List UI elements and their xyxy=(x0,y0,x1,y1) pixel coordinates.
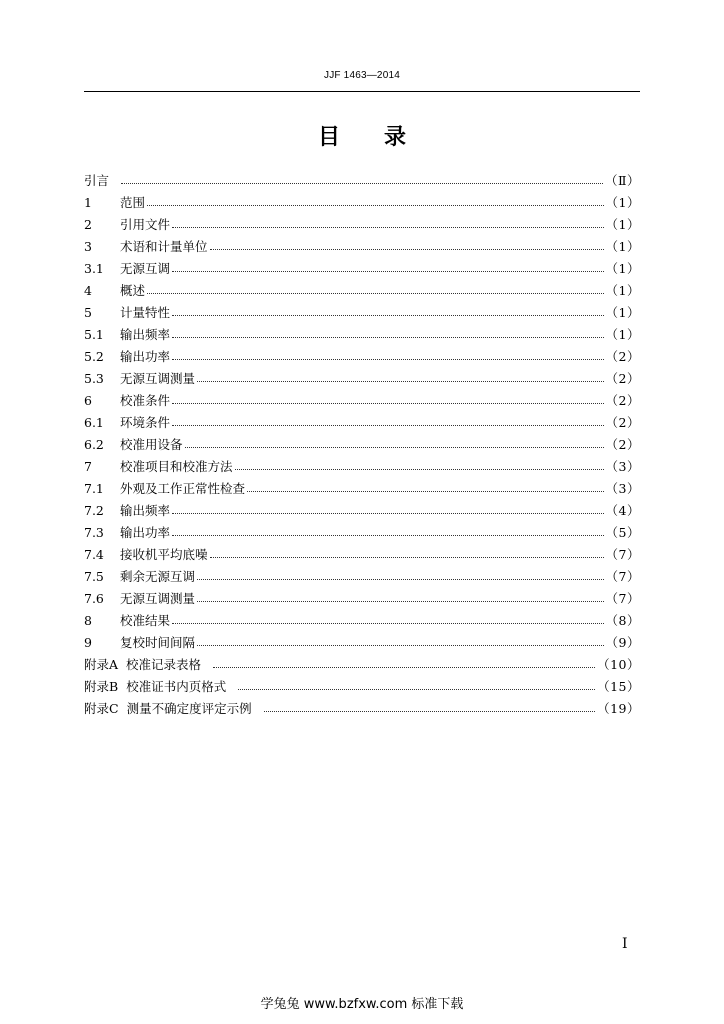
toc-entry-page: （2） xyxy=(605,415,640,430)
toc-entry-number: 7.3 xyxy=(84,525,104,540)
toc-entry-label: 校准证书内页格式 xyxy=(126,679,227,694)
toc-entry-label: 复校时间间隔 xyxy=(120,635,196,650)
toc-leader-dots xyxy=(210,249,604,250)
toc-entry-number: 7.2 xyxy=(84,503,104,518)
toc-entry[interactable] xyxy=(84,258,640,280)
toc-entry-page: （3） xyxy=(605,459,640,474)
toc-leader-dots xyxy=(197,579,604,580)
toc-leader-dots xyxy=(147,293,604,294)
toc-entry[interactable] xyxy=(84,346,640,368)
toc-leader-dots xyxy=(121,183,603,184)
toc-entry[interactable] xyxy=(84,412,640,434)
toc-entry-number: 附录A xyxy=(84,657,119,672)
toc-entry-label: 接收机平均底噪 xyxy=(120,547,208,562)
toc-entry-page: （7） xyxy=(605,547,640,562)
toc-entry[interactable] xyxy=(84,698,640,720)
toc-entry-page: （1） xyxy=(605,261,640,276)
toc-entry-number: 3 xyxy=(84,239,92,254)
toc-entry-number: 7.1 xyxy=(84,481,104,496)
toc-entry[interactable] xyxy=(84,632,640,654)
toc-entry-page: （1） xyxy=(605,217,640,232)
toc-entry-label: 无源互调测量 xyxy=(120,591,196,606)
toc-leader-dots xyxy=(210,557,604,558)
toc-entry-label: 概述 xyxy=(120,283,146,298)
toc-leader-dots xyxy=(238,689,595,690)
toc-leader-dots xyxy=(197,645,604,646)
toc-entry[interactable] xyxy=(84,566,640,588)
toc-entry-page: （1） xyxy=(605,327,640,342)
toc-leader-dots xyxy=(172,337,604,338)
toc-entry-page: （5） xyxy=(605,525,640,540)
toc-entry-number: 附录C xyxy=(84,701,119,716)
toc-leader-dots xyxy=(172,271,604,272)
toc-entry-page: （9） xyxy=(605,635,640,650)
toc-entry-number: 4 xyxy=(84,283,92,298)
watermark-footer: 学兔兔 www.bzfxw.com 标准下载 xyxy=(260,997,464,1012)
toc-entry[interactable] xyxy=(84,588,640,610)
toc-entry-label: 校准项目和校准方法 xyxy=(120,459,233,474)
toc-entry-number: 5 xyxy=(84,305,92,320)
toc-entry[interactable] xyxy=(84,192,640,214)
toc-leader-dots xyxy=(172,513,604,514)
toc-entry-label: 计量特性 xyxy=(120,305,171,320)
toc-entry-page: （1） xyxy=(605,239,640,254)
toc-leader-dots xyxy=(172,535,604,536)
toc-entry-label: 校准用设备 xyxy=(120,437,183,452)
toc-entry-page: （4） xyxy=(605,503,640,518)
toc-leader-dots xyxy=(172,227,604,228)
toc-entry-label: 术语和计量单位 xyxy=(120,239,208,254)
toc-entry[interactable] xyxy=(84,434,640,456)
toc-leader-dots xyxy=(172,425,604,426)
toc-entry[interactable] xyxy=(84,654,640,676)
toc-entry-label: 引言 xyxy=(84,173,110,188)
page-title: 目录 xyxy=(317,124,450,150)
toc-entry-number: 8 xyxy=(84,613,92,628)
toc-entry-number: 5.3 xyxy=(84,371,104,386)
toc-entry-label: 引用文件 xyxy=(120,217,171,232)
toc-entry-page: （8） xyxy=(605,613,640,628)
toc-leader-dots xyxy=(247,491,604,492)
toc-entry-number: 9 xyxy=(84,635,92,650)
toc-entry-page: （2） xyxy=(605,349,640,364)
toc-entry-label: 范围 xyxy=(120,195,146,210)
toc-leader-dots xyxy=(264,711,596,712)
toc-entry[interactable] xyxy=(84,390,640,412)
toc-entry-number: 6.2 xyxy=(84,437,104,452)
document-code-header: JJF 1463—2014 xyxy=(324,70,400,81)
toc-entry-page: （2） xyxy=(605,371,640,386)
toc-entry-number: 5.1 xyxy=(84,327,104,342)
toc-leader-dots xyxy=(197,381,604,382)
toc-entry-page: （2） xyxy=(605,437,640,452)
toc-entry-label: 输出功率 xyxy=(120,525,171,540)
toc-entry-label: 测量不确定度评定示例 xyxy=(126,701,252,716)
toc-entry-page: （7） xyxy=(605,591,640,606)
toc-entry[interactable] xyxy=(84,214,640,236)
toc-entry[interactable] xyxy=(84,324,640,346)
toc-entry-page: （Ⅱ） xyxy=(605,173,640,188)
table-of-contents xyxy=(84,170,640,720)
toc-entry[interactable] xyxy=(84,368,640,390)
toc-entry[interactable] xyxy=(84,170,640,192)
toc-entry-page: （1） xyxy=(605,195,640,210)
toc-entry-label: 输出功率 xyxy=(120,349,171,364)
toc-leader-dots xyxy=(197,601,604,602)
toc-entry-page: （10） xyxy=(597,657,640,672)
toc-entry-number: 6 xyxy=(84,393,92,408)
toc-entry[interactable] xyxy=(84,500,640,522)
toc-entry-number: 3.1 xyxy=(84,261,104,276)
toc-entry[interactable] xyxy=(84,610,640,632)
toc-entry[interactable] xyxy=(84,302,640,324)
toc-leader-dots xyxy=(185,447,604,448)
toc-entry-number: 7.5 xyxy=(84,569,104,584)
toc-entry-page: （2） xyxy=(605,393,640,408)
toc-entry-label: 无源互调测量 xyxy=(120,371,196,386)
toc-entry-number: 7 xyxy=(84,459,92,474)
header-divider xyxy=(84,91,640,92)
toc-entry-page: （15） xyxy=(597,679,640,694)
toc-entry-page: （3） xyxy=(605,481,640,496)
toc-entry-label: 环境条件 xyxy=(120,415,171,430)
toc-entry-label: 剩余无源互调 xyxy=(120,569,196,584)
toc-entry[interactable] xyxy=(84,236,640,258)
toc-entry-label: 校准记录表格 xyxy=(126,657,202,672)
toc-entry[interactable] xyxy=(84,456,640,478)
toc-entry[interactable] xyxy=(84,522,640,544)
toc-entry-number: 2 xyxy=(84,217,92,232)
toc-entry-number: 1 xyxy=(84,195,92,210)
toc-entry-label: 无源互调 xyxy=(120,261,171,276)
toc-leader-dots xyxy=(147,205,604,206)
toc-entry-number: 6.1 xyxy=(84,415,104,430)
toc-entry-number: 5.2 xyxy=(84,349,104,364)
toc-leader-dots xyxy=(172,359,604,360)
toc-leader-dots xyxy=(235,469,604,470)
page-number: I xyxy=(622,936,628,952)
toc-entry-number: 7.6 xyxy=(84,591,104,606)
toc-entry-page: （1） xyxy=(605,305,640,320)
toc-entry[interactable] xyxy=(84,478,640,500)
toc-entry-label: 校准结果 xyxy=(120,613,171,628)
toc-entry-page: （7） xyxy=(605,569,640,584)
toc-entry-label: 输出频率 xyxy=(120,327,171,342)
toc-entry[interactable] xyxy=(84,544,640,566)
toc-entry-number: 附录B xyxy=(84,679,119,694)
toc-entry-label: 外观及工作正常性检查 xyxy=(120,481,246,496)
toc-leader-dots xyxy=(172,623,604,624)
toc-entry[interactable] xyxy=(84,676,640,698)
toc-entry-label: 校准条件 xyxy=(120,393,171,408)
toc-entry[interactable] xyxy=(84,280,640,302)
toc-leader-dots xyxy=(172,403,604,404)
toc-entry-label: 输出频率 xyxy=(120,503,171,518)
toc-leader-dots xyxy=(213,667,595,668)
toc-entry-page: （19） xyxy=(597,701,640,716)
toc-leader-dots xyxy=(172,315,604,316)
toc-entry-number: 7.4 xyxy=(84,547,104,562)
toc-entry-page: （1） xyxy=(605,283,640,298)
